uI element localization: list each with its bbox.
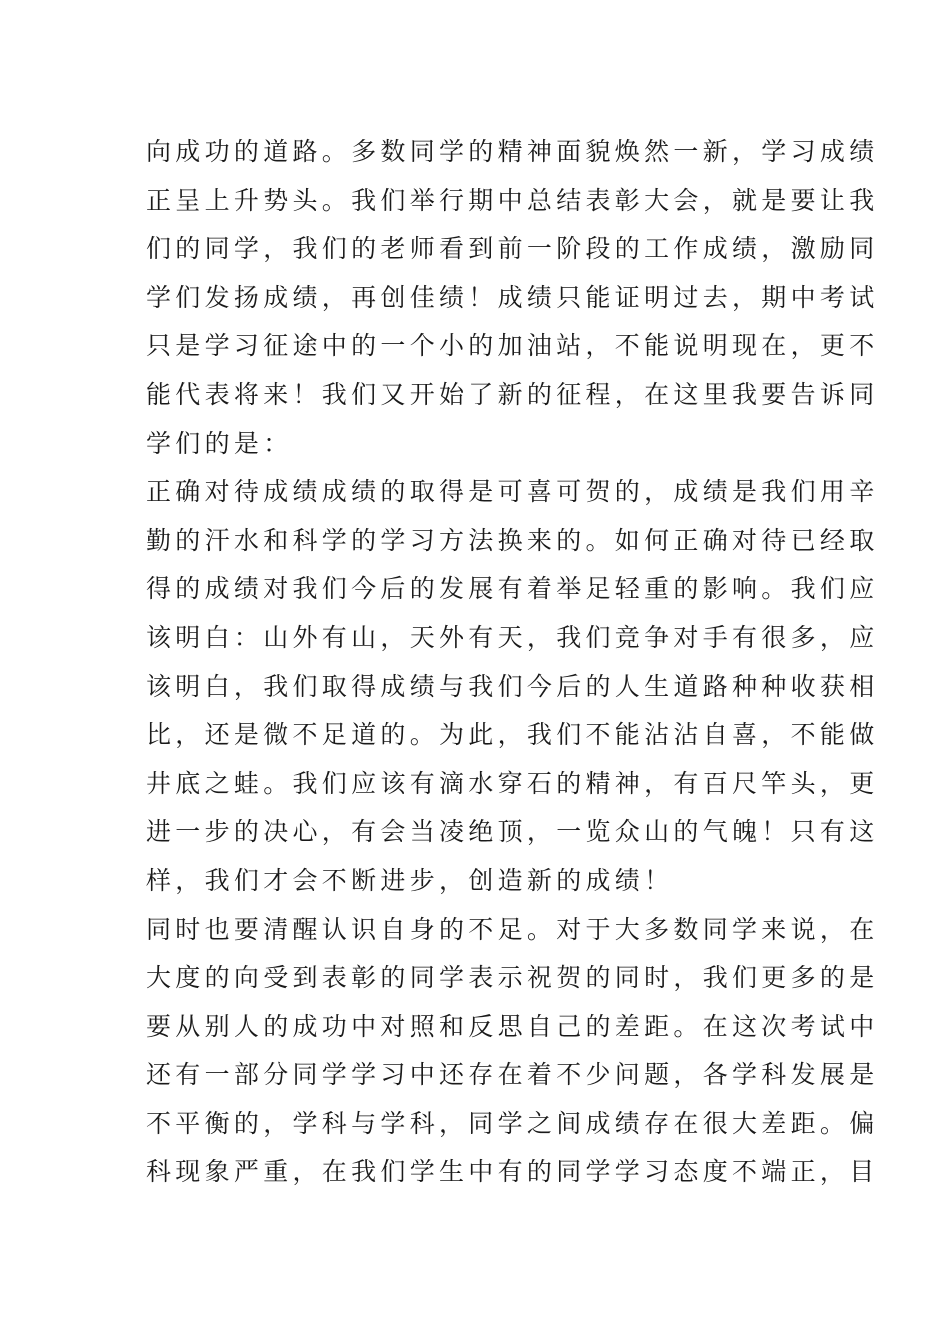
text-line-3: 们的同学，我们的老师看到前一阶段的工作成绩，激励同	[146, 234, 879, 264]
text-line-4: 学们发扬成绩，再创佳绩！成绩只能证明过去，期中考试	[146, 282, 879, 312]
text-line-20: 还有一部分同学学习中还存在着不少问题，各学科发展是	[146, 1060, 879, 1090]
text-line-13: 比，还是微不足道的。为此，我们不能沾沾自喜，不能做	[146, 720, 879, 750]
body-text	[146, 128, 879, 1197]
text-line-5: 只是学习征途中的一个小的加油站，不能说明现在，更不	[146, 331, 879, 361]
text-line-10: 得的成绩对我们今后的发展有着举足轻重的影响。我们应	[146, 574, 879, 604]
text-line-7: 学们的是：	[146, 428, 293, 458]
text-line-14: 井底之蛙。我们应该有滴水穿石的精神，有百尺竿头，更	[146, 768, 879, 798]
text-line-9: 勤的汗水和科学的学习方法换来的。如何正确对待已经取	[146, 525, 879, 555]
text-line-15: 进一步的决心，有会当凌绝顶，一览众山的气魄！只有这	[146, 817, 879, 847]
text-line-1: 向成功的道路。多数同学的精神面貌焕然一新，学习成绩	[146, 137, 879, 166]
text-line-19: 要从别人的成功中对照和反思自己的差距。在这次考试中	[146, 1011, 879, 1041]
text-line-6: 能代表将来！我们又开始了新的征程，在这里我要告诉同	[146, 379, 879, 409]
text-line-11: 该明白：山外有山，天外有天，我们竞争对手有很多，应	[146, 622, 879, 652]
text-line-22: 科现象严重，在我们学生中有的同学学习态度不端正，目	[146, 1157, 879, 1187]
text-line-12: 该明白，我们取得成绩与我们今后的人生道路种种收获相	[146, 671, 879, 701]
text-line-17: 同时也要清醒认识自身的不足。对于大多数同学来说，在	[146, 914, 879, 944]
text-line-16: 样，我们才会不断进步，创造新的成绩！	[146, 865, 674, 895]
text-line-18: 大度的向受到表彰的同学表示祝贺的同时，我们更多的是	[146, 963, 879, 993]
text-line-8: 正确对待成绩成绩的取得是可喜可贺的，成绩是我们用辛	[146, 477, 879, 507]
text-line-2: 正呈上升势头。我们举行期中总结表彰大会，就是要让我	[146, 185, 879, 215]
text-line-21: 不平衡的，学科与学科，同学之间成绩存在很大差距。偏	[146, 1108, 879, 1138]
